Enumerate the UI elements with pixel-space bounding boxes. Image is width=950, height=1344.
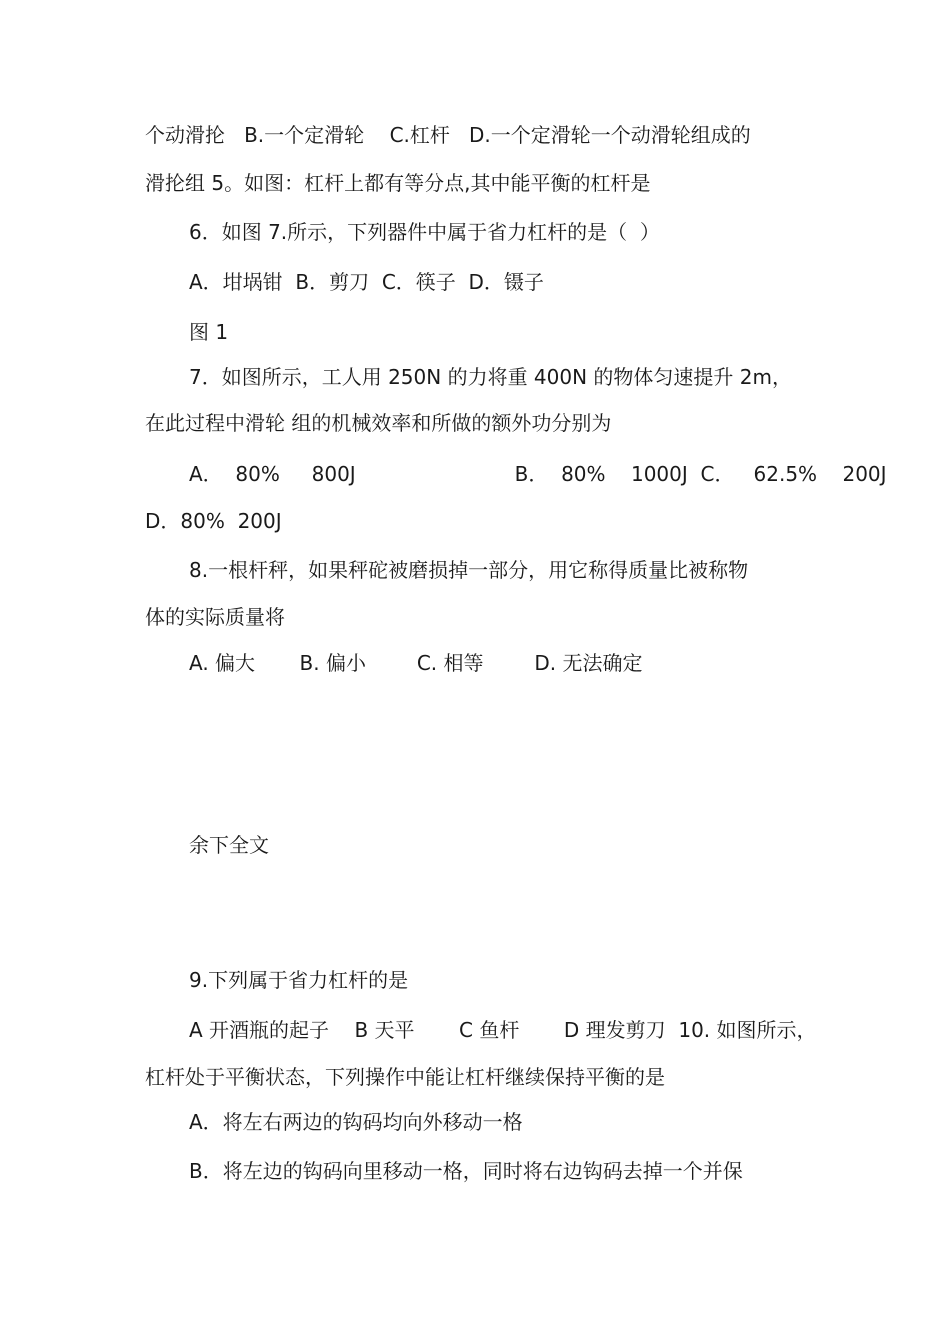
question-6-options: A．坩埚钳 B．剪刀 C．筷子 D．镊子 bbox=[189, 270, 544, 294]
text-line: 个动滑抡 B.一个定滑轮 C.杠杆 D.一个定滑轮一个动滑轮组成的 bbox=[145, 123, 751, 147]
question-6: 6．如图 7.所示，下列器件中属于省力杠杆的是（ ） bbox=[189, 220, 660, 244]
question-7-options: A． 80% 800J B． 80% 1000J C． 62.5% 200J bbox=[189, 462, 887, 486]
question-9: 9.下列属于省力杠杆的是 bbox=[189, 968, 409, 992]
figure-caption: 图 1 bbox=[189, 320, 229, 344]
question-9-options: A 开酒瓶的起子 B 天平 C 鱼杆 D 理发剪刀 10. 如图所示， bbox=[189, 1018, 817, 1042]
question-8: 8.一根杆秤，如果秤砣被磨损掉一部分，用它称得质量比被称物 bbox=[189, 558, 749, 582]
remaining-text-label: 余下全文 bbox=[189, 833, 269, 857]
text-line: 体的实际质量将 bbox=[145, 605, 285, 629]
question-7-option-d: D．80% 200J bbox=[145, 509, 282, 533]
question-7: 7．如图所示，工人用 250N 的力将重 400N 的物体匀速提升 2m， bbox=[189, 365, 792, 389]
text-line: 在此过程中滑轮 组的机械效率和所做的额外功分别为 bbox=[145, 411, 612, 435]
question-10-option-b: B．将左边的钩码向里移动一格，同时将右边钩码去掉一个并保 bbox=[189, 1159, 743, 1183]
text-line: 滑抡组 5。如图：杠杆上都有等分点,其中能平衡的杠杆是 bbox=[145, 171, 651, 195]
question-8-options: A. 偏大 B. 偏小 C. 相等 D. 无法确定 bbox=[189, 651, 643, 675]
text-line: 杠杆处于平衡状态，下列操作中能让杠杆继续保持平衡的是 bbox=[145, 1065, 665, 1089]
question-10-option-a: A．将左右两边的钩码均向外移动一格 bbox=[189, 1110, 523, 1134]
